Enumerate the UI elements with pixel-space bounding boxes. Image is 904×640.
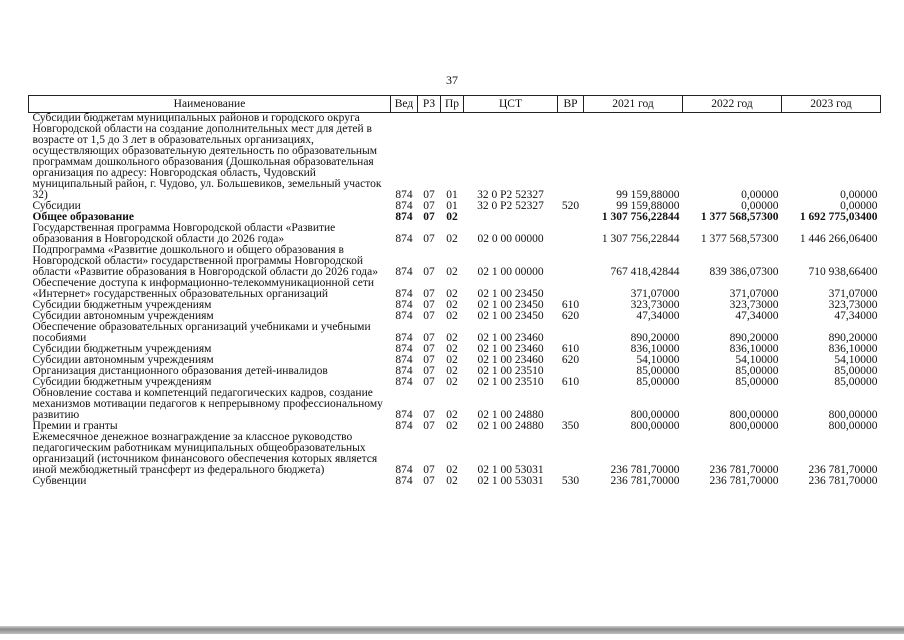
row-vr [558,245,584,278]
row-cst: 02 1 00 53031 [477,464,544,476]
row-cst: 02 1 00 23450 [477,299,544,311]
row-ved: 874 [395,464,413,476]
row-pr: 01 [446,200,458,212]
row-rz: 07 [423,310,435,322]
row-2023: 890,20000 [828,332,878,344]
row-pr: 02 [446,354,458,366]
row-name: Субсидии автономным учреждениям [32,354,214,366]
row-name: Премии и гранты [32,420,118,432]
row-pr: 02 [446,211,458,223]
table-row [29,223,881,245]
row-2022: 800,00000 [729,409,779,421]
row-cst: 02 1 00 53031 [477,475,544,487]
row-2023: 54,10000 [834,354,878,366]
table-row [29,278,881,300]
row-2021: 323,73000 [630,299,680,311]
table-row [29,245,881,278]
row-ved: 874 [395,233,413,245]
row-name: Субсидии [32,200,81,212]
row-ved: 874 [395,376,413,388]
row-cst: 32 0 P2 52327 [477,189,544,201]
row-2023: 85,00000 [834,376,878,388]
row-cst: 02 1 00 23460 [477,354,544,366]
row-2023: 0,00000 [840,200,878,212]
row-name: Субсидии бюджетным учреждениям [32,343,212,355]
row-name: Обеспечение доступа к информационно-телекоммуникационной сети «Интернет» государственных образовательных организаций [32,277,375,300]
row-ved: 874 [395,332,413,344]
row-vr [558,432,584,476]
row-2021: 99 159,88000 [616,200,680,212]
budget-table [28,95,881,487]
header-vr: ВР [558,96,584,113]
header-rz: РЗ [418,96,441,113]
row-2023: 323,73000 [828,299,878,311]
row-ved: 874 [395,310,413,322]
row-vr: 610 [561,343,580,355]
row-2022: 1 377 568,57300 [700,233,779,245]
row-cst: 02 1 00 24880 [477,420,544,432]
row-rz: 07 [423,464,435,476]
row-2023: 1 692 775,03400 [799,211,878,223]
row-ved: 874 [395,475,413,487]
row-rz: 07 [423,189,435,201]
row-cst: 32 0 P2 52327 [477,200,544,212]
row-ved: 874 [395,354,413,366]
row-2021: 1 307 756,22844 [601,211,680,223]
table-header-row [29,96,881,113]
row-vr: 520 [561,200,580,212]
row-vr: 610 [561,376,580,388]
row-cst: 02 1 00 24880 [477,409,544,421]
row-2022: 890,20000 [729,332,779,344]
header-2023: 2023 год [782,96,881,113]
row-rz: 07 [423,376,435,388]
page-number: 37 [446,73,458,87]
header-name: Наименование [29,96,391,113]
row-pr: 02 [446,332,458,344]
row-name: Обеспечение образовательных организаций учебниками и учебными пособиями [32,321,371,344]
row-pr: 02 [446,266,458,278]
scan-edge-bar [0,626,904,634]
row-2023: 236 781,70000 [808,475,878,487]
row-2023: 85,00000 [834,365,878,377]
row-2021: 54,10000 [636,354,680,366]
row-pr: 02 [446,376,458,388]
row-name: Ежемесячное денежное вознаграждение за классное руководство педагогическим работникам муниципальных общеобразовательных организаций (источником финансового обеспечения которых является иной межбюджетный трансферт из федерального бюджета) [32,431,378,476]
row-2021: 85,00000 [636,376,680,388]
row-vr [558,113,584,202]
row-vr [558,278,584,300]
row-2022: 1 377 568,57300 [700,211,779,223]
row-2022: 323,73000 [729,299,779,311]
row-vr [558,212,584,223]
row-pr: 02 [446,365,458,377]
row-2021: 236 781,70000 [610,464,680,476]
row-cst: 02 1 00 23450 [477,310,544,322]
row-cst: 02 1 00 23460 [477,332,544,344]
row-2022: 839 386,07300 [709,266,779,278]
row-rz: 07 [423,354,435,366]
header-2022: 2022 год [683,96,782,113]
row-ved: 874 [395,365,413,377]
row-2021: 47,34000 [636,310,680,322]
table-row [29,432,881,476]
row-ved: 874 [395,420,413,432]
row-2022: 836,10000 [729,343,779,355]
table-row [29,322,881,344]
row-cst: 02 1 00 00000 [477,266,544,278]
row-2022: 0,00000 [741,200,779,212]
row-pr: 02 [446,233,458,245]
row-vr: 620 [561,310,580,322]
row-vr: 620 [561,354,580,366]
row-vr [558,322,584,344]
row-2021: 800,00000 [630,409,680,421]
row-pr: 02 [446,475,458,487]
row-2022: 371,07000 [729,288,779,300]
row-rz: 07 [423,332,435,344]
row-name: Организация дистанционного образования детей-инвалидов [32,365,328,377]
row-rz: 07 [423,200,435,212]
row-cst: 02 0 00 00000 [477,233,544,245]
row-2021: 371,07000 [630,288,680,300]
row-ved: 874 [395,211,413,223]
row-pr: 02 [446,310,458,322]
row-2021: 767 418,42844 [610,266,680,278]
header-2021: 2021 год [584,96,683,113]
header-ved: Вед [391,96,418,113]
row-rz: 07 [423,409,435,421]
row-vr: 530 [561,475,580,487]
row-pr: 02 [446,464,458,476]
row-cst [464,212,558,223]
row-rz: 07 [423,233,435,245]
row-ved: 874 [395,299,413,311]
row-2021: 890,20000 [630,332,680,344]
row-2023: 836,10000 [828,343,878,355]
row-name: Подпрограмма «Развитие дошкольного и общего образования в Новгородской области» государственной программы Новгородской области «Развитие образования в Новгородской области до 2026 года» [32,244,378,278]
row-pr: 02 [446,343,458,355]
header-pr: Пр [441,96,464,113]
row-pr: 02 [446,420,458,432]
row-ved: 874 [395,409,413,421]
row-2021: 800,00000 [630,420,680,432]
row-2023: 0,00000 [840,189,878,201]
row-2022: 236 781,70000 [709,464,779,476]
row-ved: 874 [395,343,413,355]
table-row [29,388,881,421]
row-2022: 47,34000 [735,310,779,322]
row-rz: 07 [423,420,435,432]
row-2023: 800,00000 [828,409,878,421]
table-row [29,113,881,202]
row-vr: 350 [561,420,580,432]
row-pr: 02 [446,288,458,300]
header-cst: ЦСТ [464,96,558,113]
row-2023: 1 446 266,06400 [799,233,878,245]
row-rz: 07 [423,475,435,487]
row-pr: 02 [446,409,458,421]
row-ved: 874 [395,189,413,201]
row-name: Субвенции [32,475,87,487]
row-name: Субсидии бюджетам муниципальных районов и городского округа Новгородской области на создание дополнительных мест для детей в возрасте от 1,5 до 3 лет в образовательных организациях, осуществляющих образовательную деятельность по образовательным программам дошкольного образования (Дошкольная образовательная организация по адресу: Новгородская область, Чудовский муниципальный район, г. Чудово, ул. Большевиков, земельный участок 32) [32,112,382,201]
row-2022: 54,10000 [735,354,779,366]
row-rz: 07 [423,288,435,300]
row-2022: 85,00000 [735,365,779,377]
table-body [29,113,881,488]
row-2022: 236 781,70000 [709,475,779,487]
row-cst: 02 1 00 23510 [477,365,544,377]
row-2022: 0,00000 [741,189,779,201]
row-name: Субсидии автономным учреждениям [32,310,214,322]
row-pr: 01 [446,189,458,201]
row-name: Общее образование [32,211,134,223]
row-2021: 1 307 756,22844 [601,233,680,245]
row-2021: 85,00000 [636,365,680,377]
row-2023: 800,00000 [828,420,878,432]
row-cst: 02 1 00 23460 [477,343,544,355]
row-name: Обновление состава и компетенций педагогических кадров, создание механизмов мотивации педагогов к непрерывному профессиональному развитию [32,387,383,421]
row-2023: 236 781,70000 [808,464,878,476]
row-vr [558,223,584,245]
row-vr [558,388,584,421]
row-2021: 99 159,88000 [616,189,680,201]
row-rz: 07 [423,365,435,377]
row-cst: 02 1 00 23450 [477,288,544,300]
row-2023: 371,07000 [828,288,878,300]
row-vr: 610 [561,299,580,311]
row-ved: 874 [395,266,413,278]
row-2023: 47,34000 [834,310,878,322]
row-ved: 874 [395,288,413,300]
row-name: Субсидии бюджетным учреждениям [32,376,212,388]
row-cst: 02 1 00 23510 [477,376,544,388]
row-2021: 836,10000 [630,343,680,355]
row-rz: 07 [423,211,435,223]
row-rz: 07 [423,343,435,355]
row-ved: 874 [395,200,413,212]
row-name: Субсидии бюджетным учреждениям [32,299,212,311]
row-pr: 02 [446,299,458,311]
row-name: Государственная программа Новгородской области «Развитие образования в Новгородской области до 2026 года» [32,222,336,245]
row-rz: 07 [423,299,435,311]
row-2021: 236 781,70000 [610,475,680,487]
row-2022: 800,00000 [729,420,779,432]
table-row [29,476,881,487]
row-2022: 85,00000 [735,376,779,388]
row-rz: 07 [423,266,435,278]
row-2023: 710 938,66400 [808,266,878,278]
